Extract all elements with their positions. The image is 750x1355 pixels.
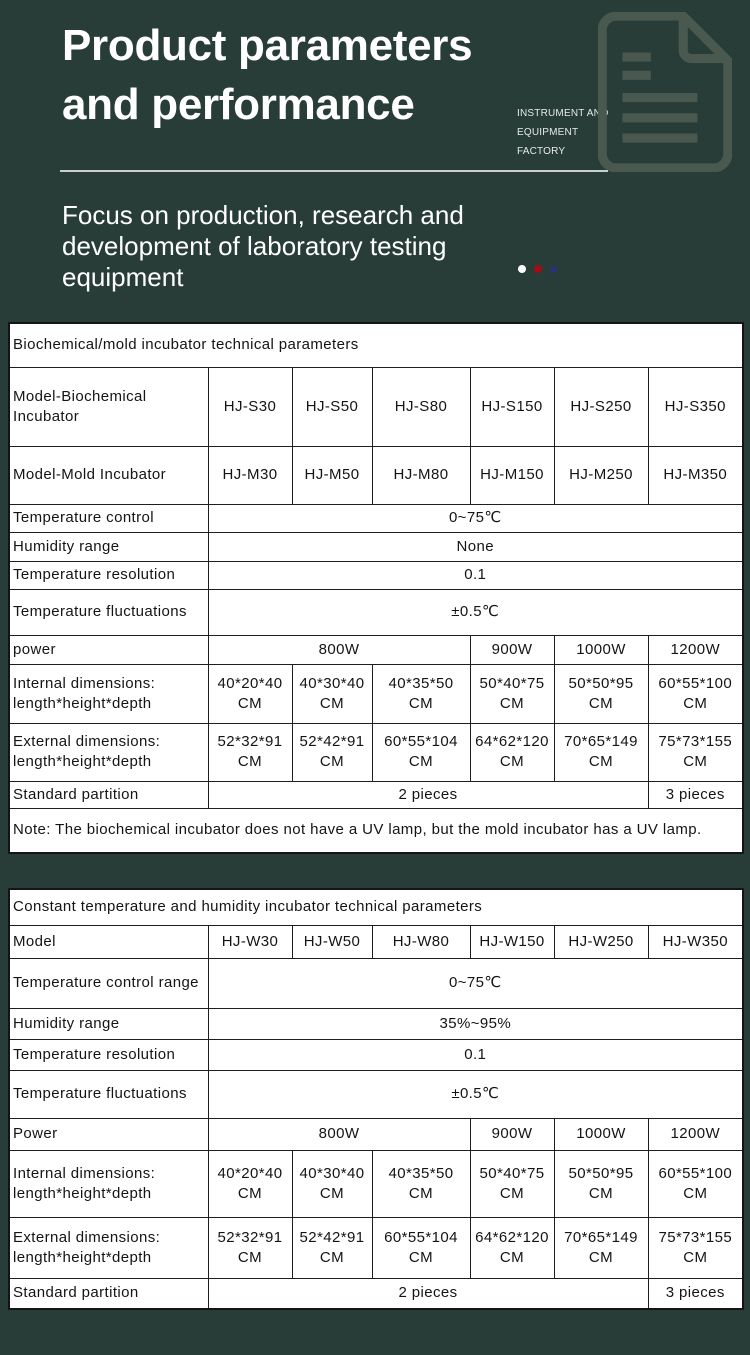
table-row xyxy=(9,1118,743,1150)
value-cell: HJ-S30 xyxy=(208,367,292,446)
value-cell: HJ-W50 xyxy=(292,925,372,958)
value-cell: HJ-S80 xyxy=(372,367,470,446)
row-label-cell: Temperature fluctuations xyxy=(9,1070,208,1118)
factory-label-line1: INSTRUMENT AND xyxy=(517,108,609,119)
value-cell: HJ-S350 xyxy=(648,367,743,446)
row-label-cell: Biochemical/mold incubator technical parameters xyxy=(9,323,743,367)
carousel-dots xyxy=(518,264,557,274)
value-cell: HJ-W150 xyxy=(470,925,554,958)
value-cell: 1200W xyxy=(648,635,743,664)
value-cell: HJ-M80 xyxy=(372,446,470,504)
value-cell: 40*30*40 CM xyxy=(292,1150,372,1217)
row-label-cell: Model-Biochemical Incubator xyxy=(9,367,208,446)
table-row xyxy=(9,958,743,1008)
value-cell: 75*73*155 CM xyxy=(648,1217,743,1278)
value-cell: 60*55*100 CM xyxy=(648,1150,743,1217)
value-cell: 52*32*91 CM xyxy=(208,1217,292,1278)
carousel-dot-white xyxy=(518,265,526,273)
value-cell: 50*50*95 CM xyxy=(554,664,648,723)
value-cell: 60*55*104 CM xyxy=(372,723,470,781)
value-cell: HJ-W80 xyxy=(372,925,470,958)
table-row xyxy=(9,1039,743,1070)
row-label-cell: Power xyxy=(9,1118,208,1150)
factory-label-line2: EQUIPMENT xyxy=(517,127,579,138)
value-cell: 0.1 xyxy=(208,561,743,589)
row-label-cell: Model-Mold Incubator xyxy=(9,446,208,504)
value-cell: HJ-S50 xyxy=(292,367,372,446)
factory-label-line3: FACTORY xyxy=(517,146,566,157)
row-label-cell: Temperature resolution xyxy=(9,1039,208,1070)
value-cell: 900W xyxy=(470,635,554,664)
table-row xyxy=(9,1217,743,1278)
value-cell: 40*35*50 CM xyxy=(372,1150,470,1217)
value-cell: 50*50*95 CM xyxy=(554,1150,648,1217)
table-row xyxy=(9,1008,743,1039)
value-cell: 3 pieces xyxy=(648,1278,743,1309)
table-row xyxy=(9,367,743,446)
title-underline xyxy=(60,170,608,172)
value-cell: 70*65*149 CM xyxy=(554,723,648,781)
value-cell: HJ-M50 xyxy=(292,446,372,504)
value-cell: 1000W xyxy=(554,1118,648,1150)
table-row xyxy=(9,635,743,664)
row-label-cell: External dimensions: length*height*depth xyxy=(9,1217,208,1278)
table-row xyxy=(9,532,743,561)
constant-temp-humidity-incubator-table xyxy=(8,888,742,1310)
value-cell: 64*62*120 CM xyxy=(470,1217,554,1278)
row-label-cell: Standard partition xyxy=(9,1278,208,1309)
row-label-cell: Standard partition xyxy=(9,781,208,808)
value-cell: 900W xyxy=(470,1118,554,1150)
row-label-cell: Constant temperature and humidity incubator technical parameters xyxy=(9,889,743,925)
value-cell: 0~75℃ xyxy=(208,504,743,532)
carousel-dot-red xyxy=(534,265,542,273)
row-label-cell: Note: The biochemical incubator does not have a UV lamp, but the mold incubator has a UV lamp. xyxy=(9,808,743,853)
row-label-cell: power xyxy=(9,635,208,664)
table-row xyxy=(9,589,743,635)
value-cell: 800W xyxy=(208,635,470,664)
table-row xyxy=(9,1150,743,1217)
table-row xyxy=(9,925,743,958)
table-row xyxy=(9,723,743,781)
value-cell: 1200W xyxy=(648,1118,743,1150)
value-cell: 64*62*120 CM xyxy=(470,723,554,781)
row-label-cell: External dimensions: length*height*depth xyxy=(9,723,208,781)
table-row xyxy=(9,446,743,504)
value-cell: 35%~95% xyxy=(208,1008,743,1039)
table-row xyxy=(9,1070,743,1118)
value-cell: 50*40*75 CM xyxy=(470,664,554,723)
value-cell: None xyxy=(208,532,743,561)
row-label-cell: Temperature resolution xyxy=(9,561,208,589)
value-cell: 0~75℃ xyxy=(208,958,743,1008)
value-cell: 2 pieces xyxy=(208,781,648,808)
page-subtitle: Focus on production, research and development of laboratory testing equipment xyxy=(62,200,464,292)
value-cell: 800W xyxy=(208,1118,470,1150)
row-label-cell: Internal dimensions: length*height*depth xyxy=(9,664,208,723)
row-label-cell: Temperature control xyxy=(9,504,208,532)
value-cell: HJ-M250 xyxy=(554,446,648,504)
value-cell: 60*55*104 CM xyxy=(372,1217,470,1278)
value-cell: 52*42*91 CM xyxy=(292,723,372,781)
value-cell: HJ-M350 xyxy=(648,446,743,504)
value-cell: 40*35*50 CM xyxy=(372,664,470,723)
table-row xyxy=(9,808,743,853)
row-label-cell: Temperature control range xyxy=(9,958,208,1008)
carousel-dot-blue xyxy=(550,266,557,273)
row-label-cell: Humidity range xyxy=(9,1008,208,1039)
value-cell: HJ-W350 xyxy=(648,925,743,958)
table-row xyxy=(9,664,743,723)
table-row xyxy=(9,781,743,808)
value-cell: 1000W xyxy=(554,635,648,664)
table-row xyxy=(9,561,743,589)
document-icon xyxy=(598,12,732,172)
page-title-line1: Product parameters xyxy=(62,21,473,70)
row-label-cell: Internal dimensions: length*height*depth xyxy=(9,1150,208,1217)
factory-label xyxy=(517,104,609,161)
value-cell: 60*55*100 CM xyxy=(648,664,743,723)
table-row xyxy=(9,889,743,925)
row-label-cell: Humidity range xyxy=(9,532,208,561)
value-cell: 40*20*40 CM xyxy=(208,664,292,723)
value-cell: 2 pieces xyxy=(208,1278,648,1309)
value-cell: 0.1 xyxy=(208,1039,743,1070)
value-cell: HJ-W30 xyxy=(208,925,292,958)
value-cell: 50*40*75 CM xyxy=(470,1150,554,1217)
page-title xyxy=(62,16,472,134)
value-cell: HJ-W250 xyxy=(554,925,648,958)
value-cell: 40*20*40 CM xyxy=(208,1150,292,1217)
value-cell: 52*42*91 CM xyxy=(292,1217,372,1278)
value-cell: HJ-S250 xyxy=(554,367,648,446)
value-cell: 3 pieces xyxy=(648,781,743,808)
value-cell: 70*65*149 CM xyxy=(554,1217,648,1278)
table-row xyxy=(9,1278,743,1309)
value-cell: HJ-M30 xyxy=(208,446,292,504)
table-row xyxy=(9,504,743,532)
value-cell: ±0.5℃ xyxy=(208,1070,743,1118)
value-cell: HJ-S150 xyxy=(470,367,554,446)
value-cell: 40*30*40 CM xyxy=(292,664,372,723)
row-label-cell: Temperature fluctuations xyxy=(9,589,208,635)
value-cell: ±0.5℃ xyxy=(208,589,743,635)
value-cell: 52*32*91 CM xyxy=(208,723,292,781)
table-row xyxy=(9,323,743,367)
biochemical-mold-incubator-table xyxy=(8,322,742,854)
page-title-line2: and performance xyxy=(62,80,415,129)
value-cell: HJ-M150 xyxy=(470,446,554,504)
row-label-cell: Model xyxy=(9,925,208,958)
value-cell: 75*73*155 CM xyxy=(648,723,743,781)
